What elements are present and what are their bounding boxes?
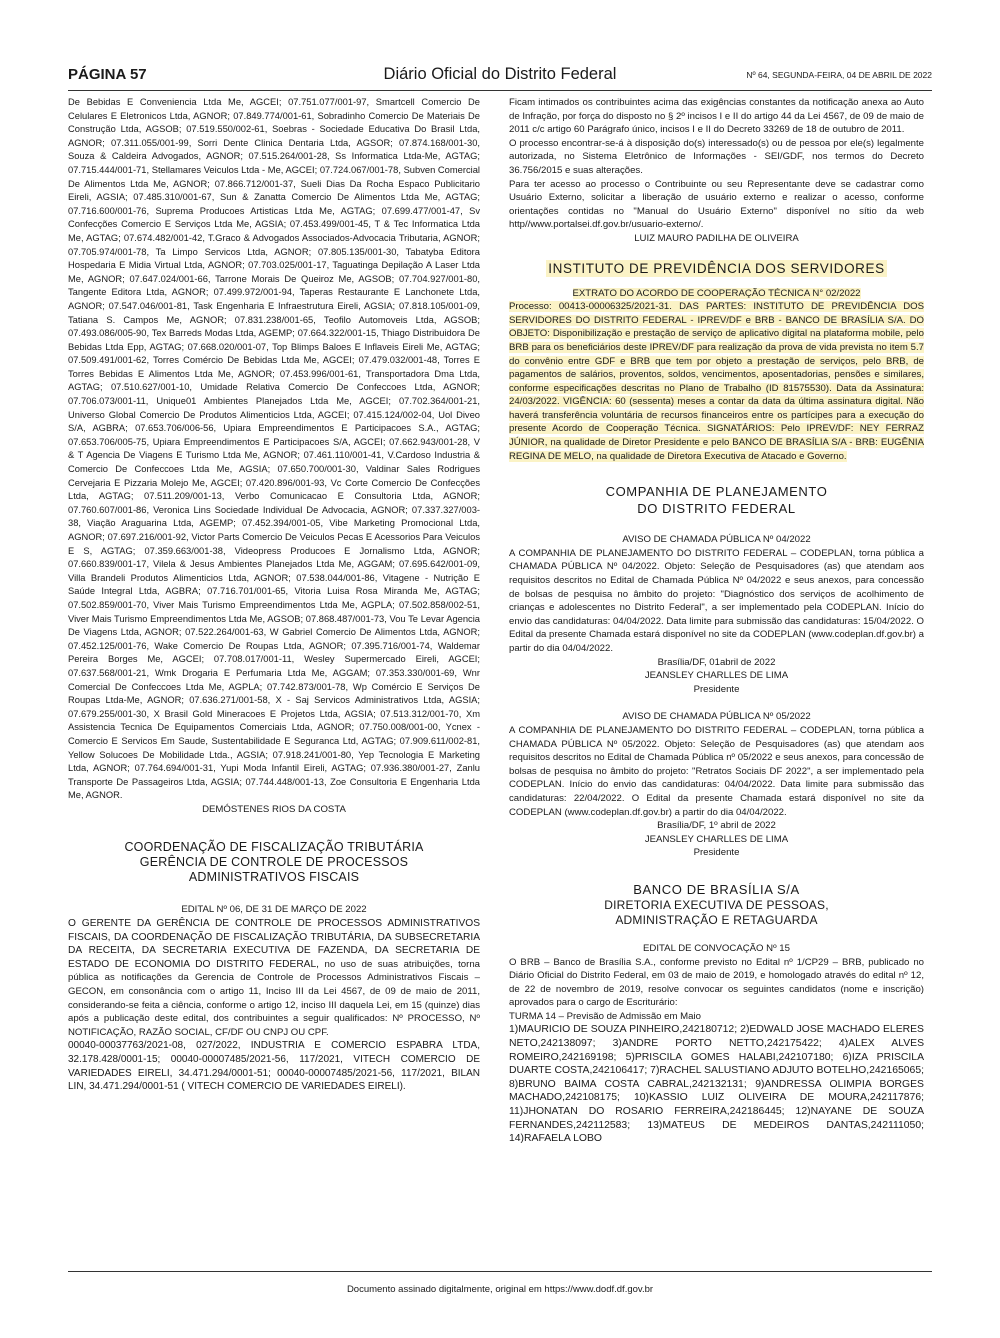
iprev-extrato-title bbox=[509, 287, 924, 301]
iprev-title: INSTITUTO DE PREVIDÊNCIA DOS SERVIDORES bbox=[548, 260, 885, 276]
brb-candidate-list: 1)MAURICIO DE SOUZA PINHEIRO,242180712; 2)EDWALD JOSE MACHADO ELERES NETO,242138097; 3)ANDRE PORTO NETTO,242175422; 4)ALEX ALVES ROMEIRO,242169198; 5)PRISCILA GOMES HALABI,242107180; 6)IZA PRISCILA DUARTE COSTA,242106417; 7)RACHEL SALUSTIANO ADJUTO BOTELHO,242165065; 8)BRUNO BAIMA COSTA CABRAL,242132131; 9)ANDRESSA OLIMPIA BORGES MACHADO,242108175; 10)KASSIO LUIZ OLIVEIRA DE MOURA,242117876; 11)JHONATAN DO ROSARIO FERREIRA,242186445; 12)NAYANE DE SOUZA FERNANDES,242112583; 13)MATEUS DE MEDEIROS DANTAS,242111050; 14)RAFAELA LOBO bbox=[509, 1024, 924, 1145]
iprev-body bbox=[509, 300, 924, 463]
right-column bbox=[509, 96, 924, 1146]
edital-preamble: O GERENTE DA GERÊNCIA DE CONTROLE DE PROCESSOS ADMINISTRATIVOS FISCAIS, DA COORDENAÇÃO DE FISCALIZAÇÃO TRIBUTÁRIA, DA SUBSECRETARIA DA RECEITA, DA SECRETARIA EXECUTIVA DE FAZENDA, DA SECRETARIA DE ESTADO DE ECONOMIA DO DISTRITO FEDERAL, bbox=[68, 918, 480, 970]
coord-heading bbox=[68, 840, 480, 885]
edital-text: no uso de suas atribuições, torna pública as notificações da Gerencia de Controle de Processos Administrativos Fiscais – GECON, em consonância com o artigo 11, Inciso III da Lei 4567, de 09 de maio de 2011, considerando-se feita a ciência, conforme o artigo 12, inciso III daquela Lei, em 15 (quinze) dias após a publicação deste edital, dos contribuintes a seguir qualificados: Nº PROCESSO, Nº NOTIFICAÇÃO, RAZÃO SOCIAL, CF/DF OU CNPJ OU CPF. bbox=[68, 958, 480, 1038]
list-signature: DEMÓSTENES RIOS DA COSTA bbox=[202, 803, 346, 815]
page-header bbox=[68, 64, 932, 91]
brb-subheading bbox=[509, 898, 924, 928]
brb-edital-title: EDITAL DE CONVOCAÇÃO Nº 15 bbox=[643, 942, 790, 954]
footer-note: Documento assinado digitalmente, original em https://www.dodf.df.gov.br bbox=[346, 1284, 654, 1295]
aviso5-signer: JEANSLEY CHARLLES DE LIMA bbox=[644, 833, 789, 845]
codeplan-heading bbox=[509, 483, 924, 517]
aviso5-title: AVISO DE CHAMADA PÚBLICA Nº 05/2022 bbox=[622, 711, 811, 723]
aviso4-role: Presidente bbox=[693, 683, 740, 695]
edital-processes: 00040-00037763/2021-08, 027/2022, INDUSTRIA E COMERCIO ESPABRA LTDA, 32.178.428/0001-15; 00040-00007485/2021-56, 117/2021, VITECH COMERCIO DE VARIEDADES EIRELI, 34.471.294/0001-51; 00040-00007485/2021-56, 117/2021, BILAN LIN, 34.471.294/0001-51 ( VITECH COMERCIO DE VARIEDADES EIRELI). bbox=[68, 1040, 480, 1093]
publication-title: Diário Oficial do Distrito Federal bbox=[383, 65, 617, 83]
intro-paragraph-2: O processo encontrar-se-á à disposição do(s) interessado(s) ou de pessoa por ele(s) legalmente autorizada, no Sistema Eletrônico de Informações - SEI/GDF, nos termos do Decreto 36.756/2015 e suas alterações. bbox=[509, 137, 924, 176]
edition-date: Nº 64, SEGUNDA-FEIRA, 04 DE ABRIL DE 2022 bbox=[746, 70, 932, 80]
codeplan-title-line-2: DO DISTRITO FEDERAL bbox=[637, 501, 796, 517]
brb-title-line-2: DIRETORIA EXECUTIVA DE PESSOAS, bbox=[604, 897, 829, 912]
aviso4-body: A COMPANHIA DE PLANEJAMENTO DO DISTRITO FEDERAL – CODEPLAN, torna pública a CHAMADA PÚBLICA Nº 04/2022. Objeto: Seleção de Pesquisadores (as) que atendam aos requisitos descritos no Edital de Chamada Pública Nº 04/2022 e seus anexos, para concessão de bolsas de pesquisa no âmbito do projeto: "Diagnóstico dos serviços de acolhimento de crianças e adolescentes no Distrito Federal", a ser implementado pela CODEPLAN. Início do envio das candidaturas: 04/04/2022. Data limite para submissão das candidaturas: 15/04/2022. O Edital da presente Chamada estará disponível no site da CODEPLAN (www.codeplan.df.gov.br) a partir do dia 04/04/2022. bbox=[509, 547, 924, 654]
aviso4-signer: JEANSLEY CHARLLES DE LIMA bbox=[644, 670, 789, 682]
aviso5-body: A COMPANHIA DE PLANEJAMENTO DO DISTRITO FEDERAL – CODEPLAN, torna pública a CHAMADA PÚBLICA Nº 05/2022. Objeto: Seleção de Pesquisadores (as) que atendam aos requisitos descritos no Edital de Chamada Pública nº 05/2022 e seus anexos, para concessão de bolsas de pesquisa no âmbito do projeto: "Retratos Sociais DF 2022", a ser implementado pela CODEPLAN. Início do envio das candidaturas: 04/04/2022. Data limite para submissão das candidaturas: 22/04/2022. O Edital da presente Chamada estará disponível no site da CODEPLAN (www.codeplan.df.gov.br) a partir do dia 04/04/2022. bbox=[509, 724, 924, 818]
aviso4-title: AVISO DE CHAMADA PÚBLICA Nº 04/2022 bbox=[622, 534, 811, 546]
coord-title-line-2: GERÊNCIA DE CONTROLE DE PROCESSOS bbox=[139, 855, 409, 870]
coord-title-line-1: COORDENAÇÃO DE FISCALIZAÇÃO TRIBUTÁRIA bbox=[124, 840, 424, 855]
intro-paragraph-1: Ficam intimados os contribuintes acima das exigências constantes da notificação anexa ao Auto de Infração, por força do disposto no § 2º incisos I e II do artigo 44 da Lei 4567, de 09 de maio de 2011 c/c artigo 60 Parágrafo único, incisos I e II do Decreto 33269 de 18 de outubro de 2011. bbox=[509, 97, 924, 136]
footer-divider bbox=[68, 1271, 932, 1272]
company-list: De Bebidas E Conveniencia Ltda Me, AGCEI; 07.751.077/001-97, Smartcell Comercio De Celulares E Eletronicos Ltda, AGNOR; 07.849.774/001-61, Sobradinho Comercio De Materiais De Construção Ltda, AGSOB; 07.519.550/002-61, Soebras - Sociedade Educativa Do Brasil Ltda, AGNOR; 07.311.055/001-99, Sorri Dente Clinica Dentaria Ltda, AGSOR; 07.874.168/001-30, Souza & Caldeira Advogados, AGNOR; 07.515.264/001-28, Ss Informatica Ltda-Me, AGTAG; 07.715.444/001-71, Stellamares Veiculos Ltda - Me, AGCEI; 07.724.067/001-78, Subven Comercial De Alimentos Ltda Me, AGNOR; 07.866.712/001-37, Sueli Dias Da Rocha Espaco Publicitario Eireli, AGSIA; 07.485.310/001-67, Sun & Zanatta Comercio De Alimentos Ltda Me, AGTAG; 07.716.600/001-76, Suprema Producoes Artisticas Ltda Me, AGTAG; 07.699.477/001-47, Sv Confecções Comercio E Serviços Ltda Me, AGSIA; 07.453.499/001-45, T & Tec Informatica Ltda Me, AGTAG; 07.674.482/001-42, T.Graco & Advogados Associados-Advocacia Tributaria, AGNOR; 07.705.974/001-78, Ta Limpo Servicos Ltda, AGNOR; 07.805.135/001-30, Tabatyba Editora Hospedaria E Midia Virtual Ltda, AGNOR; 07.703.025/001-17, Taguatinga Depilação A Laser Ltda Me, AGNOR; 07.647.024/001-66, Tarrone Morais De Queiroz Me, AGSOB; 07.704.927/001-80, Tangente Editora Ltda, AGNOR; 07.499.972/001-94, Taperas Restaurante E Lanchonete Ltda, AGNOR; 07.547.046/001-81, Task Engenharia E Infraestrutura Eireli, AGSIA; 07.818.105/001-09, Tatiana S. Campos Me, AGNOR; 07.831.238/001-65, Teofilo Automoveis Ltda, AGSOB; 07.493.086/005-90, Tex Barreds Modas Ltda, AGEMP; 07.664.322/001-15, Thiago Distribuidora De Bebidas Ltda Epp, AGTAG; 07.668.020/001-07, Top Blimps Baloes E Inflaveis Eireli Me, AGTAG; 07.509.491/001-62, Torres Comércio De Bebidas Ltda Me, AGCEI; 07.479.032/001-48, Torres E Torres Bebidas E Alimentos Ltda Me, AGNOR; 07.453.996/001-61, Transportadora Dma Ltda, AGTAG; 07.510.627/001-10, Umidade Relativa Comercio De Confeccoes Ltda, AGNOR; 07.706.073/001-11, Unique01 Ambientes Planejados Ltda Me, AGCEI; 07.702.364/001-21, Universo Global Comercio De Produtos Alimenticios Ltda, AGCEI; 07.415.124/002-04, Uol Diveo S/A, AGBRA; 07.653.706/006-56, Upiara Empreendimentos E Participacoes S.A., AGTAG; 07.653.706/005-75, Upiara Empreendimentos E Participacoes S/A, AGCEI; 07.662.943/001-28, V & T Agencia De Viagens E Turismo Ltda Me, AGNOR; 07.461.110/001-41, V.Cardoso Industria & Comercio De Confeccoes Ltda Me, AGSIA; 07.650.700/001-30, Valdinar Sales Rodrigues Cervejaria E Pizzaria Molejo Me, AGCEI; 07.420.896/001-93, Vc Corte Comercio De Confecções Ltda, AGTAG; 07.511.209/001-13, Verbo Comunicacao E Consultoria Ltda, AGNOR; 07.760.607/001-86, Veronica Lins Sociedade Individual De Advocacia, AGNOR; 07.337.327/003-38, Viação Araguarina Ltda, AGEMP; 07.452.394/001-05, Vibe Marketing Promocional Ltda, AGNOR; 07.697.216/001-92, Victor Parts Comercio De Veiculos Pecas E Acessorios Para Veiculos E S, AGTAG; 07.359.663/001-38, Videopress Producoes E Jornalismo Ltda, AGNOR; 07.660.839/001-17, Vilela & Jesus Ambientes Planejados Ltda Me, AGGAM; 07.695.642/001-09, Villa Brandeli Produtos Alimenticios Ltda, AGNOR; 07.538.044/001-86, Vitagene - Nutrição E Saúde Integral Ltda, AGBRA; 07.716.701/001-65, Vitoria Luisa Rosa Miranda Me, AGTAG; 07.502.859/001-70, Viver Mais Turismo Empreendimentos Ltda Me, AGPLA; 07.502.858/002-51, Viver Mais Turismo Empreendimentos Ltda Me, AGSOB; 07.868.487/001-73, Vou Te Levar Agencia De Viagens Ltda, AGNOR; 07.522.264/001-63, W Gabriel Comercio De Alimentos Ltda, AGNOR; 07.452.125/001-76, Wake Comercio De Roupas Ltda, AGNOR; 07.395.716/001-74, Waldemar Pereira Borges Me, AGCEI; 07.708.017/001-11, Wesley Supermercado Eireli, AGCEI; 07.637.568/001-21, Wmk Drogaria E Perfumaria Ltda Me, AGGAM; 07.353.330/001-69, Wnr Comercial De Confeccoes Ltda Me, AGPLA; 07.742.873/001-78, Wp Comércio E Serviços De Roupas Ltda-Me, AGNOR; 07.636.271/001-58, X - Saj Servicos Administrativos Ltda, AGSIA; 07.679.255/001-30, X Brasil Gold Mineracoes E Projetos Ltda, AGSIA; 07.513.312/001-70, Xm Assistencia Tecnica De Equipamentos Comerciais Ltda, AGNOR; 07.750.008/001-00, Ycnex - Comercio E Servicos Em Saude, Sustentabilidade E Seguranca Ltd, AGTAG; 07.909.611/002-81, Yellow Solucoes De Mobilidade Ltda., AGSIA; 07.918.241/001-80, Yep Tecnologia E Marketing Ltda, AGNOR; 07.764.694/001-31, Yupi Moda Infantil Eireli, AGTAG; 07.936.380/001-27, Zanlu Transporte De Passageiros Ltda, AGSIA; 07.744.448/001-13, Zoe Consultoria E Engenharia Ltda Me, AGNOR. bbox=[68, 97, 480, 801]
intro-signature: LUIZ MAURO PADILHA DE OLIVEIRA bbox=[634, 232, 799, 244]
aviso4-place: Brasília/DF, 01abril de 2022 bbox=[657, 656, 776, 668]
intro-paragraph-3: Para ter acesso ao processo o Contribuinte ou seu Representante deve se cadastrar como Usuário Externo, solicitar a liberação de usuário externo e realizar o acesso, conforme orientações contidas no "Manual do Usuário Externo" disponível no sítio da web http//www.portalsei.df.gov.br/usuario-externo/. bbox=[509, 178, 924, 231]
brb-title-line-3: ADMINISTRAÇÃO E RETAGUARDA bbox=[615, 912, 818, 927]
iprev-body-text: Processo: 00413-00006325/2021-31. DAS PARTES: INSTITUTO DE PREVIDÊNCIA DOS SERVIDORES DO DISTRITO FEDERAL - IPREV/DF e BRB - BANCO DE BRASÍLIA S/A. DO OBJETO: Disponibilização e prestação de serviço de aplicativo digital na plataforma mobile, pelo BRB para os beneficiários deste IPREV/DF para realização da prova de vida prevista no item 5.7 do convênio entre GDF e BRB que tem por objeto a prestação de serviços, pelo BRB, de pagamentos de salários, proventos, soldos, vencimentos, aposentadorias, pensões e similares, conforme especificações descritas no Plano de Trabalho (ID 81575530). Data da Assinatura: 24/03/2022. VIGÊNCIA: 60 (sessenta) meses a contar da data da última assinatura digital. Não haverá transferência voluntária de recursos financeiros entre os partícipes para a execução do presente Acordo de Cooperação Técnica. SIGNATÁRIOS: Pelo IPREV/DF: NEY FERRAZ JÚNIOR, na qualidade de Diretor Presidente e pelo BANCO DE BRASÍLIA S/A - BRB: EUGÊNIA REGINA DE MELO, na qualidade de Diretora Executiva de Atacado e Governo. bbox=[509, 301, 924, 462]
brb-body: O BRB – Banco de Brasília S.A., conforme previsto no Edital nº 1/CP29 – BRB, publicado no Diário Oficial do Distrito Federal, em 03 de maio de 2019, e homologado através do edital nº 12, de 22 de novembro de 2019, resolve convocar os seguintes candidatos (nome e inscrição) aprovados para o cargo de Escriturário: bbox=[509, 956, 924, 1009]
edital-body bbox=[68, 917, 480, 1039]
iprev-heading bbox=[509, 260, 924, 277]
brb-turma: TURMA 14 – Previsão de Admissão em Maio bbox=[509, 1010, 701, 1022]
left-column bbox=[68, 96, 480, 1094]
brb-title-line-1: BANCO DE BRASÍLIA S/A bbox=[633, 881, 800, 897]
edital-title: EDITAL Nº 06, DE 31 DE MARÇO DE 2022 bbox=[181, 904, 367, 916]
aviso5-role: Presidente bbox=[693, 847, 740, 859]
aviso5-place: Brasília/DF, 1º abril de 2022 bbox=[657, 820, 776, 832]
iprev-extrato-title-text: EXTRATO DO ACORDO DE COOPERAÇÃO TÉCNICA N° 02/2022 bbox=[572, 287, 861, 299]
coord-title-line-3: ADMINISTRATIVOS FISCAIS bbox=[188, 870, 360, 885]
codeplan-title-line-1: COMPANHIA DE PLANEJAMENTO bbox=[605, 484, 828, 500]
page-number: PÁGINA 57 bbox=[68, 66, 147, 83]
brb-heading bbox=[509, 882, 924, 898]
